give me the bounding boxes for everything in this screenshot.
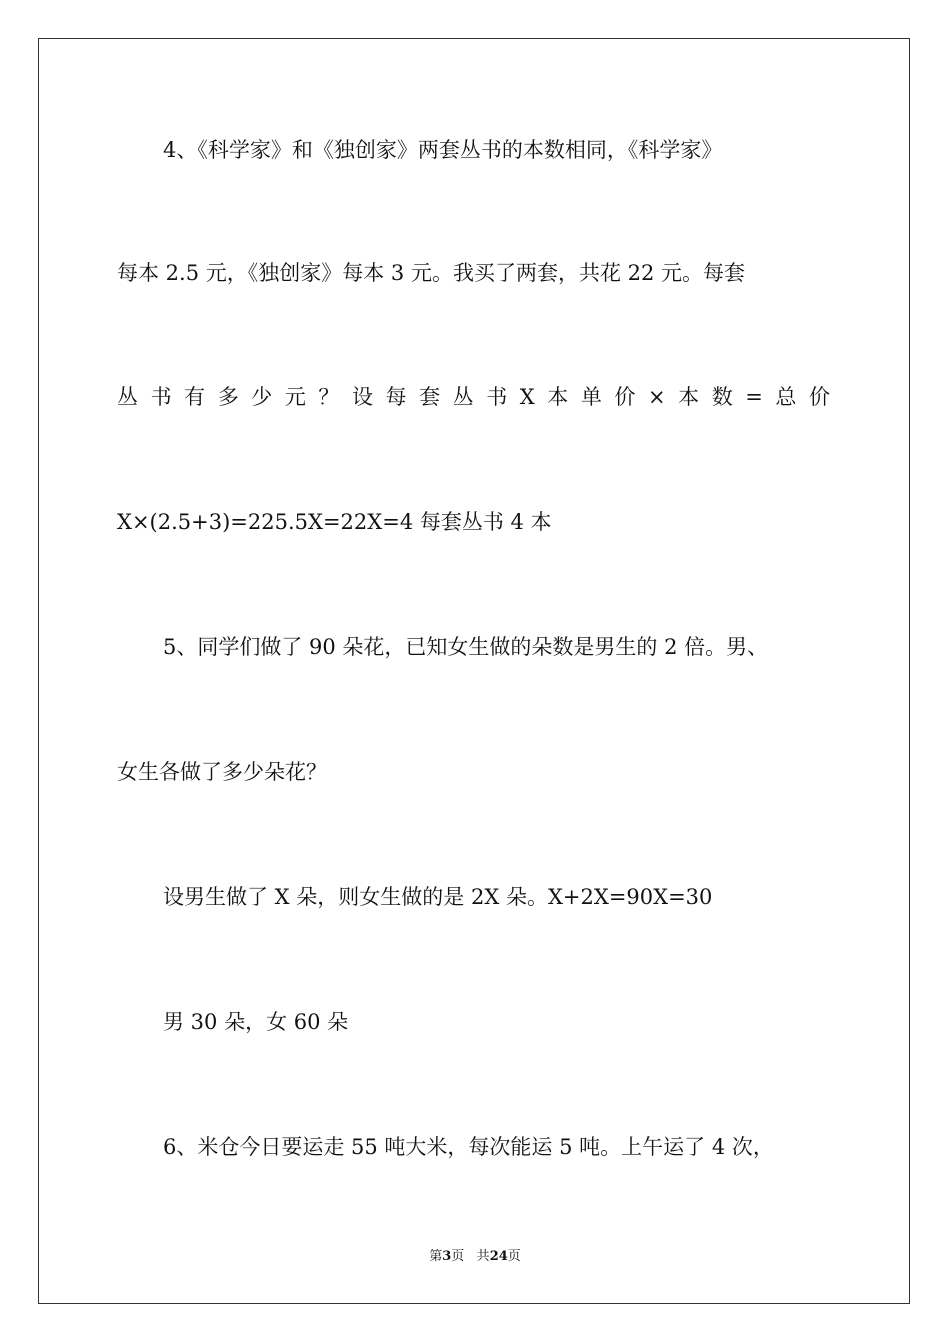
paragraph-line-8: 男 30 朵，女 60 朵 <box>163 1010 349 1034</box>
footer-prefix: 第 <box>429 1249 443 1264</box>
footer-page-number: 3 <box>442 1249 452 1264</box>
justified-token: × <box>647 385 666 409</box>
justified-token: ？ <box>318 385 340 409</box>
justified-token: 本 <box>547 385 569 409</box>
justified-token: 书 <box>486 385 508 409</box>
paragraph-line-2: 每本 2.5 元，《独创家》每本 3 元。我买了两套，共花 22 元。每套 <box>117 261 746 285</box>
justified-token: 数 <box>711 385 733 409</box>
justified-token: 丛 <box>117 385 138 409</box>
justified-token: 少 <box>251 385 273 409</box>
paragraph-line-4: X×(2.5+3)=225.5X=22X=4 每套丛书 4 本 <box>117 510 552 534</box>
justified-token: 书 <box>150 385 172 409</box>
page-footer <box>0 1248 950 1266</box>
justified-token: 每 <box>385 385 407 409</box>
footer-total-pages: 24 <box>489 1249 508 1264</box>
paragraph-line-9: 6、米仓今日要运走 55 吨大米，每次能运 5 吨。上午运了 4 次， <box>163 1135 774 1159</box>
footer-total-prefix: 共 <box>476 1249 490 1264</box>
justified-token: 设 <box>351 385 373 409</box>
footer-page-suffix: 页 <box>451 1249 465 1264</box>
paragraph-line-3 <box>117 383 830 411</box>
justified-token: 套 <box>419 385 441 409</box>
justified-token: 单 <box>580 385 602 409</box>
justified-token: 元 <box>284 385 306 409</box>
paragraph-line-7: 设男生做了 X 朵，则女生做的是 2X 朵。X+2X=90X=30 <box>163 885 713 909</box>
paragraph-line-1: 4、《科学家》和《独创家》两套丛书的本数相同，《科学家》 <box>163 138 723 162</box>
justified-token: 丛 <box>452 385 474 409</box>
justified-token: 总 <box>775 385 797 409</box>
footer-total-suffix: 页 <box>507 1249 521 1264</box>
justified-token: = <box>745 385 763 409</box>
justified-token: 多 <box>217 385 239 409</box>
justified-token: X <box>519 385 535 409</box>
page-border <box>38 38 910 1304</box>
paragraph-line-5: 5、同学们做了 90 朵花，已知女生做的朵数是男生的 2 倍。男、 <box>163 635 769 659</box>
justified-token: 本 <box>678 385 700 409</box>
justified-token: 价 <box>614 385 636 409</box>
justified-token: 价 <box>808 385 830 409</box>
paragraph-line-6: 女生各做了多少朵花？ <box>117 760 327 784</box>
justified-token: 有 <box>184 385 206 409</box>
